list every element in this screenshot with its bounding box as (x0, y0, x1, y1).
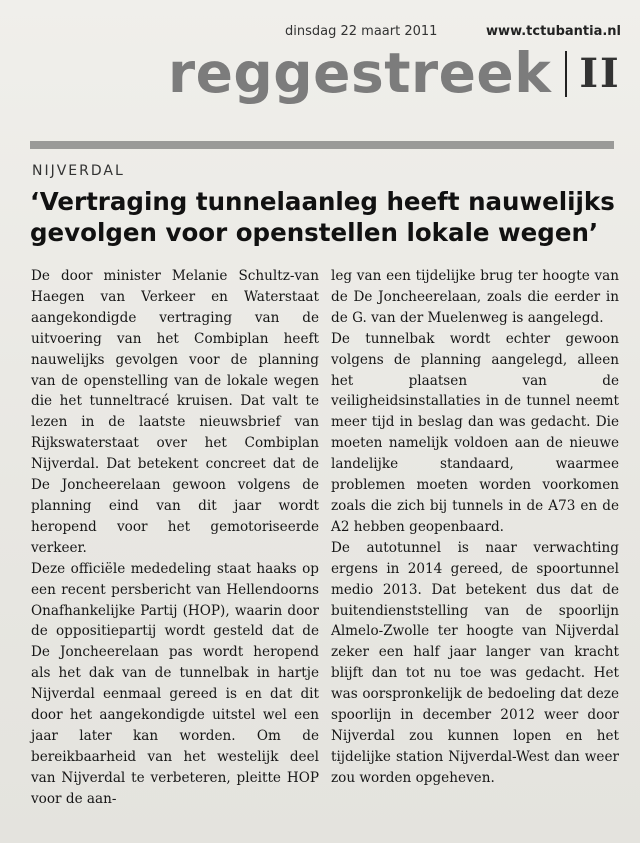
website-link[interactable]: www.tctubantia.nl (486, 24, 621, 39)
article-column-left (31, 266, 319, 810)
paragraph: Deze officiële mededeling staat haaks op een recent persbericht van Hellendoorns Onafhankelijke Partij (HOP), waarin door de oppositiepartij wordt gesteld dat de De Joncheerelaan pas wordt heropend als het dak van de tunnelbak in hartje Nijverdal eenmaal gereed is en dat dit door het aangekondigde uitstel wel een jaar later kan worden. Om de bereikbaarheid van het westelijk deel van Nijverdal te verbeteren, pleitte HOP voor de aan- (31, 560, 319, 807)
paragraph: De autotunnel is naar verwachting ergens in 2014 gereed, de spoortunnel medio 2013. Dat betekent dus dat de buitendienststelling van de spoorlijn Almelo-Zwolle ter hoogte van Nijverdal zeker een half jaar langer van kracht blijft dan tot nu toe was gedacht. Het was oorspronkelijk de bedoeling dat deze spoorlijn in december 2012 weer door Nijverdal zou kunnen lopen en het tijdelijke station Nijverdal-West dan weer zou worden opgeheven. (331, 539, 619, 786)
article-headline: ‘Vertraging tunnelaanleg heeft nauwelijks gevolgen voor openstellen lokale wegen’ (30, 187, 615, 247)
section-title: reggestreek (168, 41, 552, 105)
paragraph: leg van een tijdelijke brug ter hoogte van de De Joncheerelaan, zoals die eerder in de G. van der Muelenweg is aangelegd. (331, 268, 619, 326)
section-rule (30, 141, 614, 149)
masthead-divider (565, 51, 567, 97)
article-kicker: NIJVERDAL (32, 163, 125, 179)
paragraph: De door minister Melanie Schultz-van Haegen van Verkeer en Waterstaat aangekondigde vertraging van de uitvoering van het Combiplan heeft nauwelijks gevolgen voor de planning van de openstelling van de lokale wegen die het tunneltracé kruisen. Dat valt te lezen in de laatste nieuwsbrief van Rijkswaterstaat over het Combiplan Nijverdal. Dat betekent concreet dat de De Joncheerelaan gewoon volgens de planning eind van dit jaar wordt heropend voor het gemotoriseerde verkeer. (31, 268, 319, 556)
dateline (285, 24, 621, 39)
section-masthead (168, 41, 621, 105)
page-number: II (579, 50, 621, 97)
article-column-right (331, 266, 619, 789)
paragraph: De tunnelbak wordt echter gewoon volgens de planning aangelegd, alleen het plaatsen van de veiligheidsinstallaties in de tunnel neemt meer tijd in beslag dan was gedacht. Die moeten namelijk voldoen aan de nieuwe landelijke standaard, waarmee problemen moeten worden voorkomen zoals die zich bij tunnels in de A73 en de A2 hebben geopenbaard. (331, 330, 619, 535)
issue-date: dinsdag 22 maart 2011 (285, 24, 438, 39)
